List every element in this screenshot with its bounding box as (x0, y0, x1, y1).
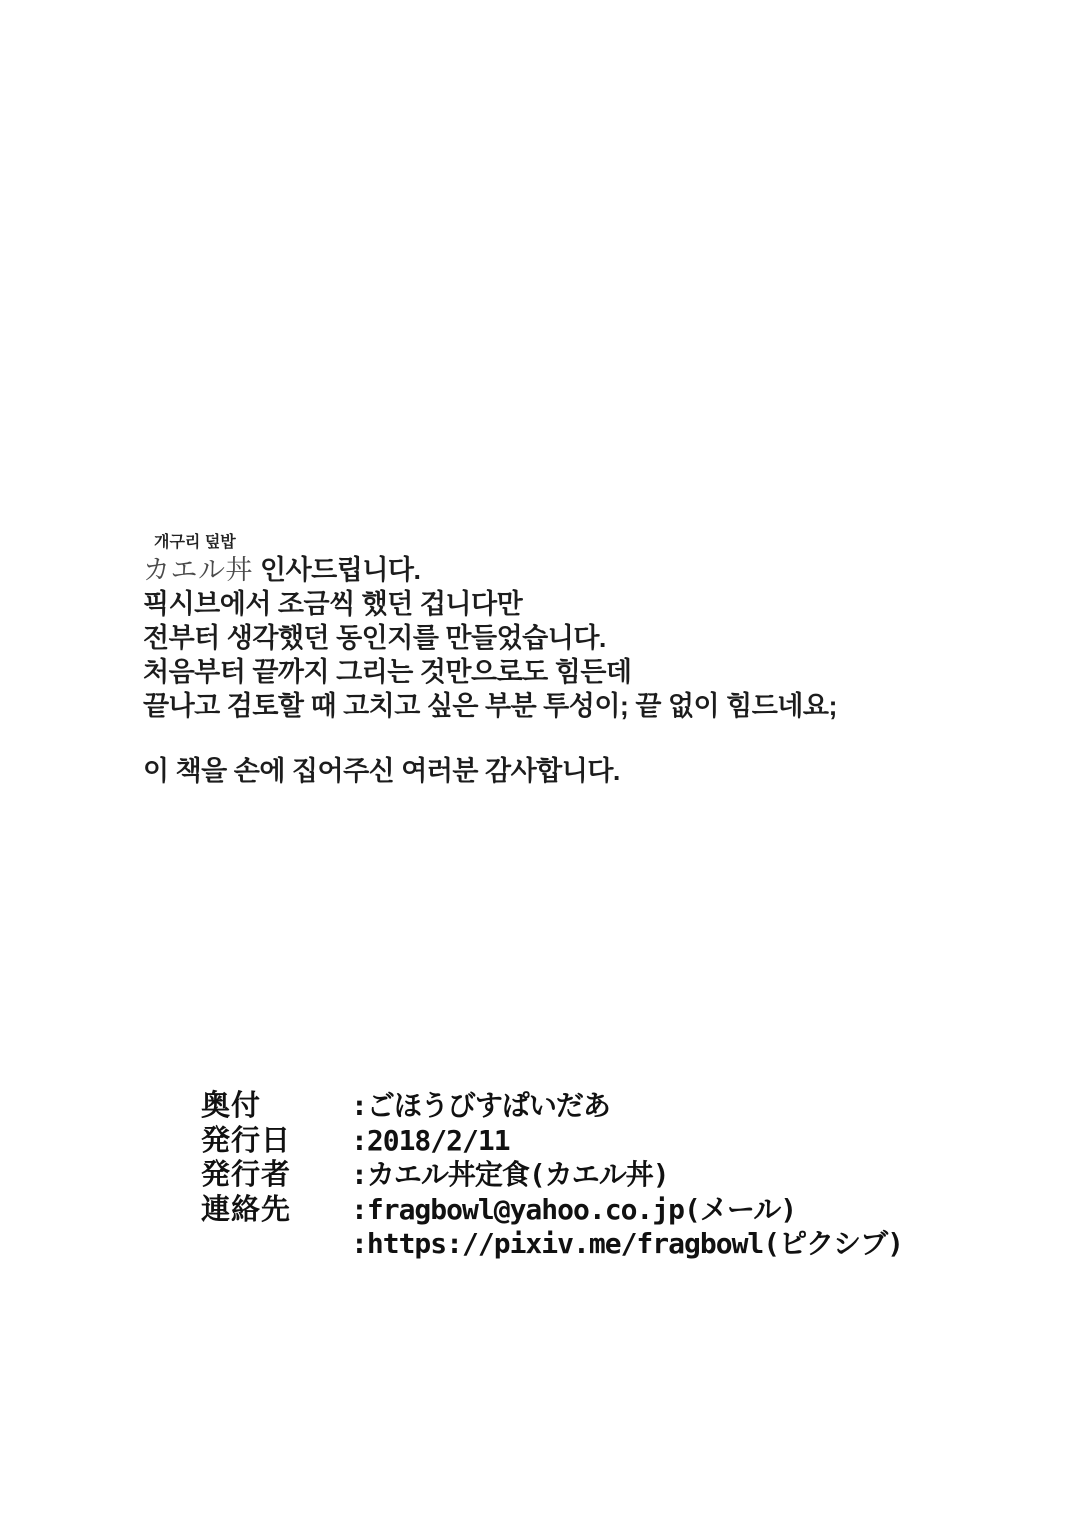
colophon-label: 連絡先 (201, 1193, 292, 1226)
colophon-label: 発行者 (201, 1159, 292, 1191)
colophon-value-publisher: :カエル丼定食(カエル丼) (351, 1158, 669, 1191)
afterword-block (143, 533, 837, 788)
colophon-row (201, 1124, 903, 1159)
afterword-line: 처음부터 끝까지 그리는 것만으로도 힘든데 (143, 657, 632, 687)
afterword-line: 끝나고 검토할 때 고치고 싶은 부분 투성이; 끝 없이 힘드네요; (143, 691, 837, 721)
author-name-ruby: 개구리 덮밥 (154, 534, 236, 551)
thanks-line: 이 책을 손에 집어주신 여러분 감사합니다. (143, 756, 620, 786)
colophon-value-title: :ごほうびすぱいだあ (351, 1089, 610, 1122)
colophon-row (201, 1193, 903, 1228)
afterword-greeting-line (143, 553, 837, 587)
afterword-line: 픽시브에서 조금씩 했던 겁니다만 (143, 589, 523, 619)
colophon-value-publish-date: :2018/2/11 (351, 1123, 510, 1157)
colophon-block (201, 1089, 903, 1261)
colophon-row (201, 1158, 903, 1193)
colophon-row (201, 1227, 903, 1261)
colophon-row (201, 1089, 903, 1124)
afterword-line: 전부터 생각했던 동인지를 만들었습니다. (143, 623, 606, 653)
colophon-label: 発行日 (201, 1124, 292, 1157)
colophon-label: 奥付 (201, 1090, 262, 1122)
author-name-japanese: カエル丼 (143, 555, 253, 585)
colophon-value-pixiv-url: :https://pixiv.me/fragbowl(ピクシブ) (351, 1227, 904, 1260)
colophon-value-email: :fragbowl@yahoo.co.jp(メール) (351, 1192, 797, 1226)
greeting-text: 인사드립니다. (253, 555, 421, 585)
